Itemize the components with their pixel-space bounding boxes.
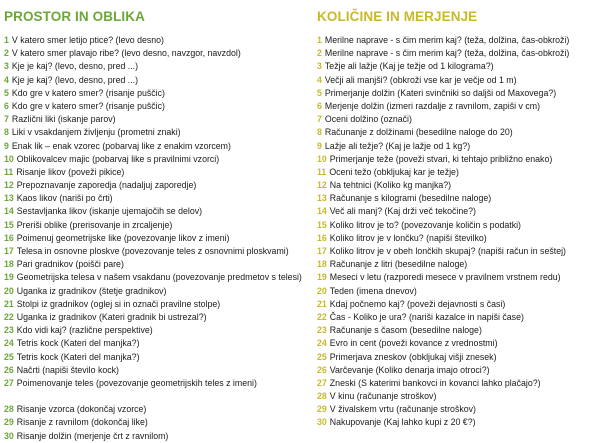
- item-text: Uganka iz gradnikov (štetje gradnikov): [16, 285, 167, 296]
- item-text: Težje ali lažje (Kaj je težje od 1 kilograma?): [324, 61, 494, 72]
- item-text: Telesa in osnovne ploskve (povezovanje teles z osnovnimi ploskvami): [16, 246, 289, 256]
- item-text: Liki v vsakdanjem življenju (prometni znaki): [11, 127, 181, 138]
- left-topic-item: [4, 205, 324, 218]
- item-text: Načrti (napiši število kock): [16, 364, 119, 375]
- item-text: Merilne naprave - s čim merim kaj? (teža, dolžina, čas-obkroži): [324, 35, 570, 45]
- right-topic-item: [317, 245, 600, 258]
- item-number: 4: [317, 74, 322, 85]
- item-number: 29: [4, 417, 14, 428]
- item-text: Risanje vzorca (dokončaj vzorce): [16, 404, 147, 415]
- item-number: 2: [4, 48, 9, 59]
- item-number: 28: [317, 391, 327, 402]
- item-text: Oceni težo (obkljukaj kar je težje): [329, 166, 459, 177]
- item-text: Merilne naprave - s čim merim kaj? (teža, dolžina, čas-obkroži): [324, 48, 570, 59]
- left-topic-item: [4, 403, 324, 416]
- left-topic-item: [4, 245, 324, 258]
- left-topic-item: [4, 324, 324, 337]
- right-column-title: KOLIČINE IN MERJENJE: [317, 9, 478, 24]
- right-topic-item: [317, 205, 600, 218]
- left-topic-item: [4, 311, 324, 324]
- item-text: Različni liki (iskanje parov): [11, 114, 116, 125]
- item-number: 8: [317, 127, 322, 138]
- right-topic-item: [317, 60, 600, 73]
- item-number: 14: [317, 206, 327, 217]
- item-text: Računanje s časom (besedilne naloge): [329, 325, 482, 336]
- item-number: 13: [317, 193, 327, 204]
- item-number: 10: [317, 153, 327, 164]
- left-topic-item: [4, 377, 324, 403]
- item-text: Poimenovanje teles (povezovanje geometrijskih teles z imeni): [16, 377, 257, 388]
- item-text: Primerjanje teže (poveži stvari, ki tehtajo približno enako): [329, 153, 553, 164]
- right-topic-item: [317, 192, 600, 205]
- left-topic-list: [4, 34, 327, 443]
- right-topic-item: [317, 47, 600, 60]
- item-text: Večji ali manjši? (obkroži vse kar je večje od 1 m): [324, 74, 517, 85]
- item-text: Koliko litrov je v obeh lončkih skupaj? (napiši račun in seštej): [329, 246, 566, 256]
- item-number: 4: [4, 74, 9, 85]
- item-number: 1: [4, 35, 9, 45]
- item-text: Zneski (S katerimi bankovci in kovanci lahko plačajo?): [329, 377, 541, 388]
- left-topic-item: [4, 60, 324, 73]
- item-text: V katero smer letijo ptice? (levo desno): [11, 35, 164, 45]
- item-number: 11: [317, 166, 327, 177]
- left-topic-item: [4, 192, 324, 205]
- item-text: Kdo vidi kaj? (različne perspektive): [16, 325, 153, 336]
- right-topic-item: [317, 100, 600, 113]
- item-text: Tetris kock (Kateri del manjka?): [16, 351, 140, 362]
- left-topic-item: [4, 179, 324, 192]
- item-text: Risanje dolžin (merjenje črt z ravnilom): [16, 430, 169, 441]
- left-topic-item: [4, 351, 324, 364]
- left-column: [4, 6, 327, 443]
- item-number: 26: [317, 364, 327, 375]
- item-text: Risanje likov (poveži pikice): [16, 166, 125, 177]
- item-number: 13: [4, 193, 14, 204]
- item-text: Kje je kaj? (levo, desno, pred ...): [11, 61, 139, 72]
- item-text: V katero smer plavajo ribe? (levo desno, navzgor, navzdol): [11, 48, 241, 59]
- right-topic-item: [317, 390, 600, 403]
- item-number: 15: [317, 219, 327, 230]
- item-text: Enak lik – enak vzorec (pobarvaj like z enakim vzorcem): [11, 140, 231, 151]
- left-topic-item: [4, 74, 324, 87]
- item-number: 22: [317, 311, 327, 322]
- item-text: Računanje z dolžinami (besedilne naloge do 20): [324, 127, 513, 138]
- item-number: 12: [4, 180, 14, 191]
- item-text: Oblikovalcev majic (pobarvaj like s pravilnimi vzorci): [16, 153, 220, 164]
- item-text: Na tehtnici (Koliko kg manjka?): [329, 180, 452, 191]
- left-topic-item: [4, 416, 324, 429]
- item-text: Geometrijska telesa v našem vsakdanu (povezovanje predmetov s telesi): [16, 272, 302, 283]
- item-text: Meseci v letu (razporedi mesece v pravilnem vrstnem redu): [329, 272, 561, 283]
- item-number: 11: [4, 166, 14, 177]
- item-text: Teden (imena dnevov): [329, 285, 417, 296]
- item-text: Računanje s kilogrami (besedilne naloge): [329, 193, 492, 204]
- item-text: Pari gradnikov (poišči pare): [16, 259, 124, 270]
- item-text: Več ali manj? (Kaj drži več tekočine?): [329, 206, 476, 217]
- left-topic-item: [4, 166, 327, 179]
- item-text: Varčevanje (Koliko denarja imajo otroci?): [329, 364, 490, 375]
- item-text: Kje je kaj? (levo, desno, pred ...): [11, 74, 139, 85]
- item-number: 27: [317, 377, 327, 388]
- item-number: 23: [317, 325, 327, 336]
- right-topic-item: [317, 403, 600, 416]
- item-text: Merjenje dolžin (izmeri razdalje z ravnilom, zapiši v cm): [324, 100, 541, 111]
- left-topic-item: [4, 232, 324, 245]
- item-number: 25: [317, 351, 327, 362]
- item-number: 5: [4, 87, 9, 98]
- item-number: 24: [4, 338, 14, 349]
- right-topic-item: [317, 311, 600, 324]
- right-topic-item: [317, 87, 600, 100]
- item-number: 5: [317, 87, 322, 98]
- item-text: Računanje z litri (besedilne naloge): [329, 259, 468, 270]
- left-topic-item: [4, 87, 324, 100]
- right-topic-item: [317, 271, 600, 284]
- item-text: Kaos likov (nariši po črti): [16, 193, 113, 204]
- left-topic-item: [4, 113, 324, 126]
- left-topic-item: [4, 34, 324, 47]
- item-text: Poimenuj geometrijske like (povezovanje likov z imeni): [16, 232, 230, 243]
- right-topic-item: [317, 364, 600, 377]
- left-topic-item: [4, 271, 324, 284]
- item-text: Sestavljanka likov (iskanje ujemajočih se delov): [16, 206, 203, 217]
- right-topic-item: [317, 166, 600, 179]
- item-number: 9: [4, 140, 9, 151]
- item-number: 23: [4, 325, 14, 336]
- item-number: 8: [4, 127, 9, 138]
- item-number: 27: [4, 377, 14, 388]
- item-text: Koliko litrov je v lončku? (napiši številko): [329, 232, 487, 243]
- left-topic-item: [4, 430, 324, 443]
- right-topic-item: [317, 377, 600, 390]
- item-number: 29: [317, 404, 327, 415]
- item-number: 10: [4, 153, 14, 164]
- item-number: 7: [4, 114, 9, 125]
- item-text: Lažje ali težje? (Kaj je lažje od 1 kg?): [324, 140, 471, 151]
- item-number: 3: [4, 61, 9, 72]
- item-text: Stolpi iz gradnikov (oglej si in označi pravilne stolpe): [16, 298, 221, 309]
- right-topic-item: [317, 258, 600, 271]
- right-topic-list: [317, 34, 600, 430]
- left-column-title: PROSTOR IN OBLIKA: [4, 9, 145, 24]
- item-number: 25: [4, 351, 14, 362]
- item-text: Kdo gre v katero smer? (risanje puščic): [11, 87, 165, 98]
- left-topic-item: [4, 258, 324, 271]
- item-text: Nakupovanje (Kaj lahko kupi z 20 €?): [329, 417, 476, 428]
- item-text: Uganka iz gradnikov (Kateri gradnik bi ustrezal?): [16, 311, 207, 322]
- right-topic-item: [317, 140, 600, 153]
- item-text: Kdaj počnemo kaj? (poveži dejavnosti s časi): [329, 298, 506, 309]
- item-text: Prepoznavanje zaporedja (nadaljuj zaporedje): [16, 180, 197, 191]
- item-text: Čas - Koliko je ura? (nariši kazalce in napiši čase): [329, 311, 524, 322]
- item-number: 30: [317, 417, 327, 428]
- item-number: 20: [4, 285, 14, 296]
- right-topic-item: [317, 153, 600, 166]
- item-number: 24: [317, 338, 327, 349]
- item-text: Koliko litrov je to? (povezovanje količin s podatki): [329, 219, 521, 230]
- right-topic-item: [317, 298, 600, 311]
- item-number: 12: [317, 180, 327, 191]
- item-number: 18: [4, 259, 14, 270]
- item-number: 18: [317, 259, 327, 270]
- item-number: 22: [4, 311, 14, 322]
- left-topic-item: [4, 47, 324, 60]
- left-topic-item: [4, 337, 324, 350]
- item-text: Primerjava zneskov (obkljukaj višji znesek): [329, 351, 497, 362]
- item-number: 15: [4, 219, 14, 230]
- left-topic-item: [4, 153, 324, 166]
- left-topic-item: [4, 285, 324, 298]
- right-topic-item: [317, 219, 600, 232]
- item-number: 19: [4, 272, 14, 283]
- item-number: 21: [4, 298, 14, 309]
- item-text: Oceni dolžino (označi): [324, 114, 412, 125]
- item-number: 7: [317, 114, 322, 125]
- left-topic-item: [4, 100, 324, 113]
- item-number: 30: [4, 430, 14, 441]
- right-topic-item: [317, 351, 600, 364]
- item-number: 6: [4, 100, 9, 111]
- right-topic-item: [317, 232, 600, 245]
- right-topic-item: [317, 126, 600, 139]
- item-number: 16: [317, 232, 327, 243]
- item-number: 14: [4, 206, 14, 217]
- item-number: 16: [4, 232, 14, 243]
- item-text: V živalskem vrtu (računanje stroškov): [329, 404, 476, 415]
- item-number: 1: [317, 35, 322, 45]
- item-number: 3: [317, 61, 322, 72]
- item-number: 2: [317, 48, 322, 59]
- item-number: 21: [317, 298, 327, 309]
- item-number: 26: [4, 364, 14, 375]
- right-topic-item: [317, 179, 600, 192]
- right-topic-item: [317, 74, 600, 87]
- left-topic-item: [4, 364, 324, 377]
- item-number: 19: [317, 272, 327, 283]
- item-number: 6: [317, 100, 322, 111]
- right-topic-item: [317, 416, 600, 429]
- item-number: 9: [317, 140, 322, 151]
- item-text: Kdo gre v katero smer? (risanje puščic): [11, 100, 165, 111]
- left-topic-item: [4, 298, 324, 311]
- right-topic-item: [317, 337, 600, 350]
- left-topic-item: [4, 219, 324, 232]
- item-text: Tetris kock (Kateri del manjka?): [16, 338, 140, 349]
- right-topic-item: [317, 285, 600, 298]
- item-text: Primerjanje dolžin (Kateri svinčniki so daljši od Maxovega?): [324, 87, 557, 98]
- right-topic-item: [317, 324, 600, 337]
- item-number: 20: [317, 285, 327, 296]
- left-topic-item: [4, 140, 324, 153]
- right-column: [317, 6, 600, 430]
- item-text: Preriši oblike (prerisovanje in zrcaljenje): [16, 219, 173, 230]
- item-number: 17: [4, 246, 14, 256]
- item-number: 17: [317, 246, 327, 256]
- item-text: Evro in cent (poveži kovance z vrednostmi): [329, 338, 498, 349]
- item-number: 28: [4, 404, 14, 415]
- item-text: Risanje z ravnilom (dokončaj like): [16, 417, 148, 428]
- left-topic-item: [4, 126, 324, 139]
- right-topic-item: [317, 113, 600, 126]
- item-text: V kinu (računanje stroškov): [329, 391, 437, 402]
- right-topic-item: [317, 34, 600, 47]
